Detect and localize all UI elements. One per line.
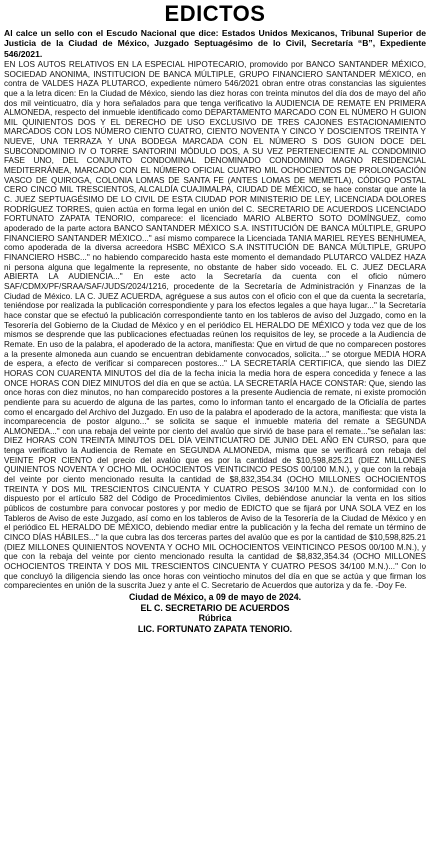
edict-title: EDICTOS [164, 1, 266, 26]
edict-body: EN LOS AUTOS RELATIVOS EN LA ESPECIAL HIPOTECARIO, promovido por BANCO SANTANDER MÉXICO, SOCIEDAD ANONIMA, INSTITUCION DE BANCA MÚLTIPLE, GRUPO FINANCIERO SANTANDER MÉXICO, en contra de VALDES HAZA PLUTARCO, expediente número 546/2021 obran entre otras constancias las siguientes que a la letra dicen: En la Ciudad de México, siendo las diez horas con treinta minutos del día dos de mayo del año dos mil veinticuatro, día y hora señalados para que tenga verificativo la AUDIENCIA DE REMATE EN PRIMERA ALMONEDA, respecto del inmueble identificado como DEPARTAMENTO MARCADO CON EL NÚMERO H GUION MIL QUINIENTOS DOS Y EL DERECHO DE USO EXCLUSIVO DE TRES CAJONES ESTACIONAMIENTO MARCADOS CON LOS NÚMERO CIENTO CUATRO, CIENTO NOVENTA Y CINCO Y DOSCIENTOS TREINTA Y NUEVE, UNA TERRAZA Y UNA BODEGA MARCADA CON EL NÚMERO S DOS GUION DOCE DEL SUBCONDOMINIO IV O TORRE SANTORINI MÓDULO DOS, A SU VEZ PERTENECIENTE AL CONDOMINIO FASE UNO, DEL CONJUNTO CONDOMINAL DENOMINADO CONDOMINIO MAGNO RESIDENCIAL MEDITERRÁNEA, MARCADO CON EL NÚMERO OFICIAL CUATRO MIL OCHOCIENTOS DE PROLONGACIÓN VASCO DE QUIROGA, COLONIA LOMAS DE SANTA FE (ANTES LOMAS DE MEMETLA), CÓDIGO POSTAL CERO CINCO MIL TRESCIENTOS, ALCALDÍA CUAJIMALPA, CIUDAD DE MÉXICO, se hace constar que ante la C. JUEZ SEPTUAGÉSIMO DE LO CIVIL DE ESTA CIUDAD POR MINISTERIO DE LEY, LICENCIADA DOLORES RODRÍGUEZ TORRES, quien actúa en forma legal en unión del C. SECRETARIO DE ACUERDOS LICENCIADO FORTUNATO ZAPATA TENORIO, comparece: el licenciado MARIO ALBERTO SOTO DOMÍNGUEZ, como apoderado de la parte actora BANCO SANTANDER MÉXICO S.A. INSTITUCIÓN DE BANCA MÚLTIPLE, GRUPO FINANCIERO SANTANDER MÉXICO..." así mismo comparece la Licenciada TANIA MARIEL REYES BENHUMEA, como apoderada de la diversa acreedora HSBC MÉXICO S.A INSTITUCIÓN DE BANCA MÚLTIPLE, GRUPO FINANCIERO HSBC..." no habiendo comparecido hasta este momento el demandado PLUTARCO VALDEZ HAZA ni persona alguna que legalmente la represente, no obstante de haber sido voceado. EL C. JUEZ DECLARA ABIERTA LA AUDIENCIA..." En este acto la Secretaría da cuenta con el oficio número SAF/CDMX/PF/SRAA/SAF/JUDS/2024/1216, procedente de la Secretaría de Administración y Finanzas de la Ciudad de México. LA C. JUEZ ACUERDA, agréguese a sus autos con el oficio con el que da cuenta la secretaría, teniéndose por realizada la publicación correspondiente y para los efectos legales a que haya lugar..." la Secretaría hace constar que se efectuó la publicación correspondiente tanto en los tableros de aviso del Juzgado, como en la Tesorería del Gobierno de la Ciudad de México y en el periódico EL HERALDO DE MÉXICO y toda vez que de los mismos se desprende que las publicaciones efectuadas reúnen los requisitos de ley, se procede a la Audiencia de Remate. En uso de la palabra, el apoderado de la actora, manifiesta: Que en virtud de que no comparecen postores a la presente almoneda aun cuando se encuentran debidamente convocados, solicita..." se otorgue MEDIA HORA de espera, a efecto de verificar si comparecen postores..." LA SECRETARÍA CERTIFICA, que siendo las DIEZ HORAS CON CUARENTA MINUTOS del día de la fecha inicia la media hora de espera concedida y fenece a las ONCE HORAS CON DIEZ MINUTOS del día en que se actúa. LA SECRETARÍA HACE CONSTAR: Que, siendo las once horas con diez minutos, no han comparecido postores a la presente Audiencia de remate, ni existe promoción pendiente para su acuerdo de alguna de las partes, como lo informan tanto el encargado de la Oficialía de partes como el encargado del Archivo del Juzgado. En uso de la palabra el apoderado de la actora, manifiesta: que vista la incomparecencia de postor alguno..." se solicita se saque el inmueble materia del remate a SEGUNDA ALMONEDA..." con una rebaja del veinte por ciento del avalúo que sirvió de base para el remate..."se señalan las: DIEZ HORAS CON TREINTA MINUTOS DEL DÍA VEINTICUATRO DE JUNIO DEL AÑO EN CURSO, para que tenga verificativo la Audiencia de Remate en SEGUNDA ALMONEDA, misma que se verificará con rebaja del VEINTE POR CIENTO del precio del avalúo que es por la cantidad de $10,598,825.21 (DIEZ MILLONES QUINIENTOS NOVENTA Y OCHO MIL OCHOCIENTOS VEINTICINCO PESOS 00/100 M.N.), y que con la rebaja del veinte por ciento mencionado resulta la cantidad de $8,832,354.34 (OCHO MILLONES OCHOCIENTOS TREINTA Y DOS MIL TRESCIENTOS CINCUENTA Y CUATRO PESOS 34/100 M.N.). de conformidad con lo dispuesto por el artículo 582 del Código de Procedimientos Civiles, debiéndose anunciar la venta en los sitios públicos de costumbre para convocar postores y por medio de EDICTO que se fijará por UNA SOLA VEZ en los Tableros de Aviso de este Juzgado, así como en los tableros de Aviso de la Tesorería de la Ciudad de México y en el periódico EL HERALDO DE MÉXICO, debiendo mediar entre la publicación y la fecha del remate un término de CINCO DÍAS HÁBILES..." la que cubra las dos terceras partes del avalúo que es por la cantidad de $10,598,825.21 (DIEZ MILLONES QUINIENTOS NOVENTA Y OCHO MIL OCHOCIENTOS VEINTICINCO PESOS 00/100 M.N.), y que con la rebaja del veinte por ciento mencionado resulta la cantidad de $8,832,354.34 (OCHO MILLONES OCHOCIENTOS TREINTA Y DOS MIL TRESCIENTOS CINCUENTA Y CUATRO PESOS 34/100 M.N.)..." Con lo que concluyó la diligencia siendo las once horas con veintiocho minutos del día en que se actúa y que firman los comparecientes en unión de la suscrita Juez y ante el C. Secretario de Acuerdos que autoriza y da fe. -Doy Fe. [4, 59, 426, 591]
court-seal-heading: Al calce un sello con el Escudo Nacional que dice: Estados Unidos Mexicanos, Tribunal Superior de Justicia de la Ciudad de México, Juzgado Septuagésimo de lo Civil, Secretaría “B”, Expediente 546/2021. [4, 28, 426, 59]
signature-name: LIC. FORTUNATO ZAPATA TENORIO. [137, 623, 293, 634]
signature-role: EL C. SECRETARIO DE ACUERDOS [140, 602, 290, 613]
signature-place-date: Ciudad de México, a 09 de mayo de 2024. [128, 591, 302, 602]
signature-rubric: Rúbrica [198, 613, 232, 624]
